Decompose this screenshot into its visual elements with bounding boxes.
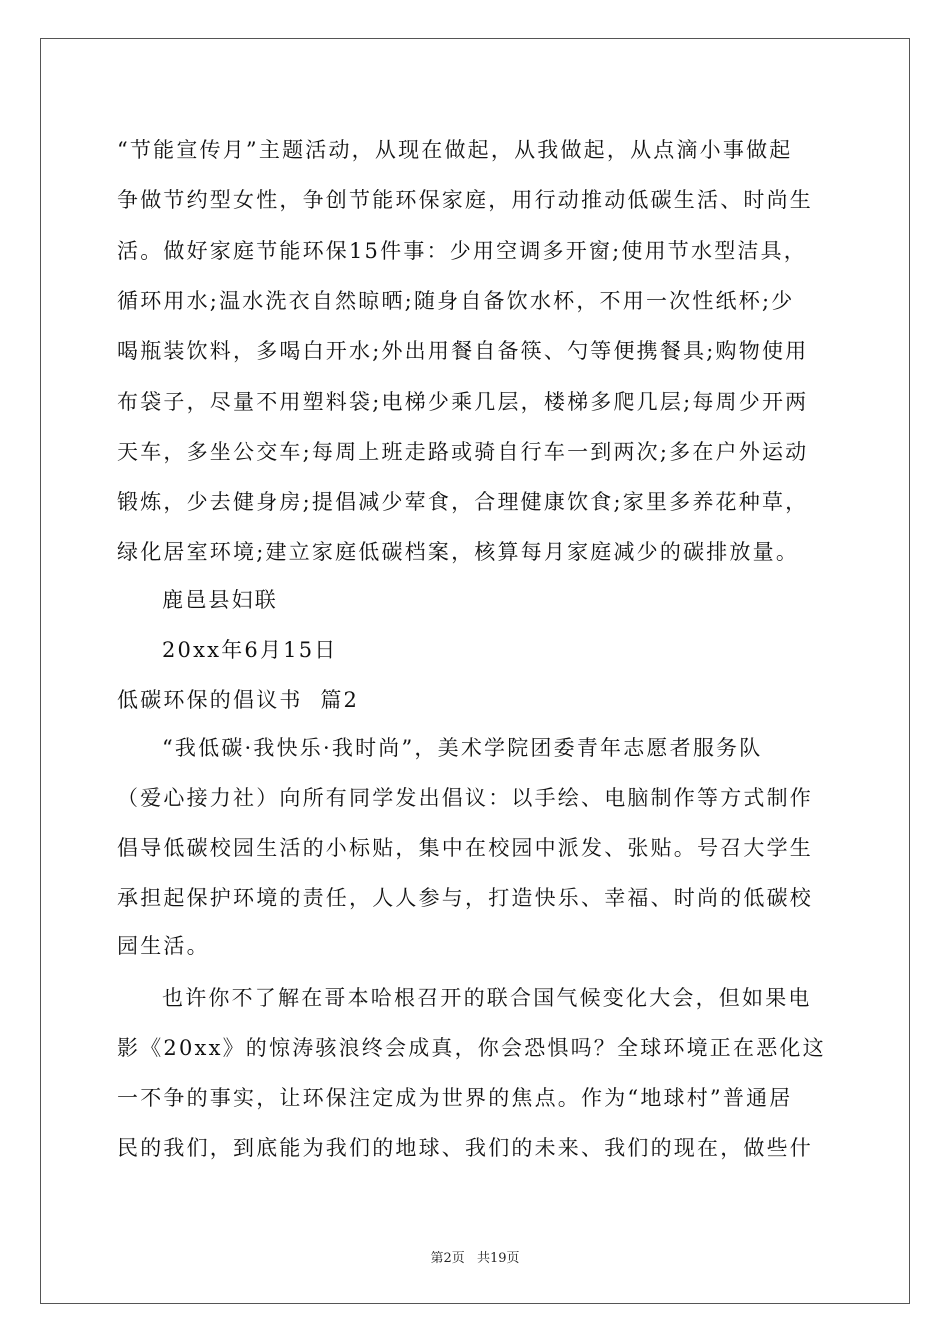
paragraph-3-line-3: 一不争的事实，让环保注定成为世界的焦点。作为“地球村”普通居 (117, 1086, 793, 1110)
paragraph-2-line-5: 园生活。 (117, 934, 210, 958)
page-border (40, 38, 910, 1304)
paragraph-3-line-2: 影《20xx》的惊涛骇浪终会成真，你会恐惧吗？全球环境正在恶化这 (117, 1036, 826, 1060)
total-pages: 共19页 (476, 1251, 520, 1266)
paragraph-1-line-7: 天车，多坐公交车;每周上班走路或骑自行车一到两次;多在户外运动 (117, 440, 809, 464)
paragraph-3-line-1: 也许你不了解在哥本哈根召开的联合国气候变化大会，但如果电 (162, 986, 812, 1010)
paragraph-1-line-9: 绿化居室环境;建立家庭低碳档案，核算每月家庭减少的碳排放量。 (117, 540, 800, 564)
paragraph-1-line-3: 活。做好家庭节能环保15件事：少用空调多开窗;使用节水型洁具， (117, 239, 807, 263)
page-footer (0, 1247, 950, 1266)
paragraph-2-line-1: “我低碳·我快乐·我时尚”，美术学院团委青年志愿者服务队 (162, 736, 763, 760)
paragraph-1-line-5: 喝瓶装饮料，多喝白开水;外出用餐自备筷、勺等便携餐具;购物使用 (117, 339, 809, 363)
signature: 鹿邑县妇联 (162, 588, 278, 612)
paragraph-1-line-8: 锻炼，少去健身房;提倡减少荤食，合理健康饮食;家里多养花种草， (117, 490, 809, 514)
paragraph-1-line-1: “节能宣传月”主题活动，从现在做起，从我做起，从点滴小事做起 (117, 138, 793, 162)
paragraph-1-line-2: 争做节约型女性，争创节能环保家庭，用行动推动低碳生活、时尚生 (117, 188, 813, 212)
page-number: 第2页 (430, 1251, 465, 1266)
paragraph-1-line-6: 布袋子，尽量不用塑料袋;电梯少乘几层，楼梯多爬几层;每周少开两 (117, 390, 809, 414)
paragraph-2-line-2: （爱心接力社）向所有同学发出倡议：以手绘、电脑制作等方式制作 (117, 786, 813, 810)
section-title: 低碳环保的倡议书 篇2 (117, 688, 360, 712)
paragraph-3-line-4: 民的我们，到底能为我们的地球、我们的未来、我们的现在，做些什 (117, 1136, 813, 1160)
paragraph-2-line-4: 承担起保护环境的责任，人人参与，打造快乐、幸福、时尚的低碳校 (117, 886, 813, 910)
paragraph-2-line-3: 倡导低碳校园生活的小标贴，集中在校园中派发、张贴。号召大学生 (117, 836, 813, 860)
date: 20xx年6月15日 (162, 638, 338, 662)
paragraph-1-line-4: 循环用水;温水洗衣自然晾晒;随身自备饮水杯，不用一次性纸杯;少 (117, 289, 795, 313)
